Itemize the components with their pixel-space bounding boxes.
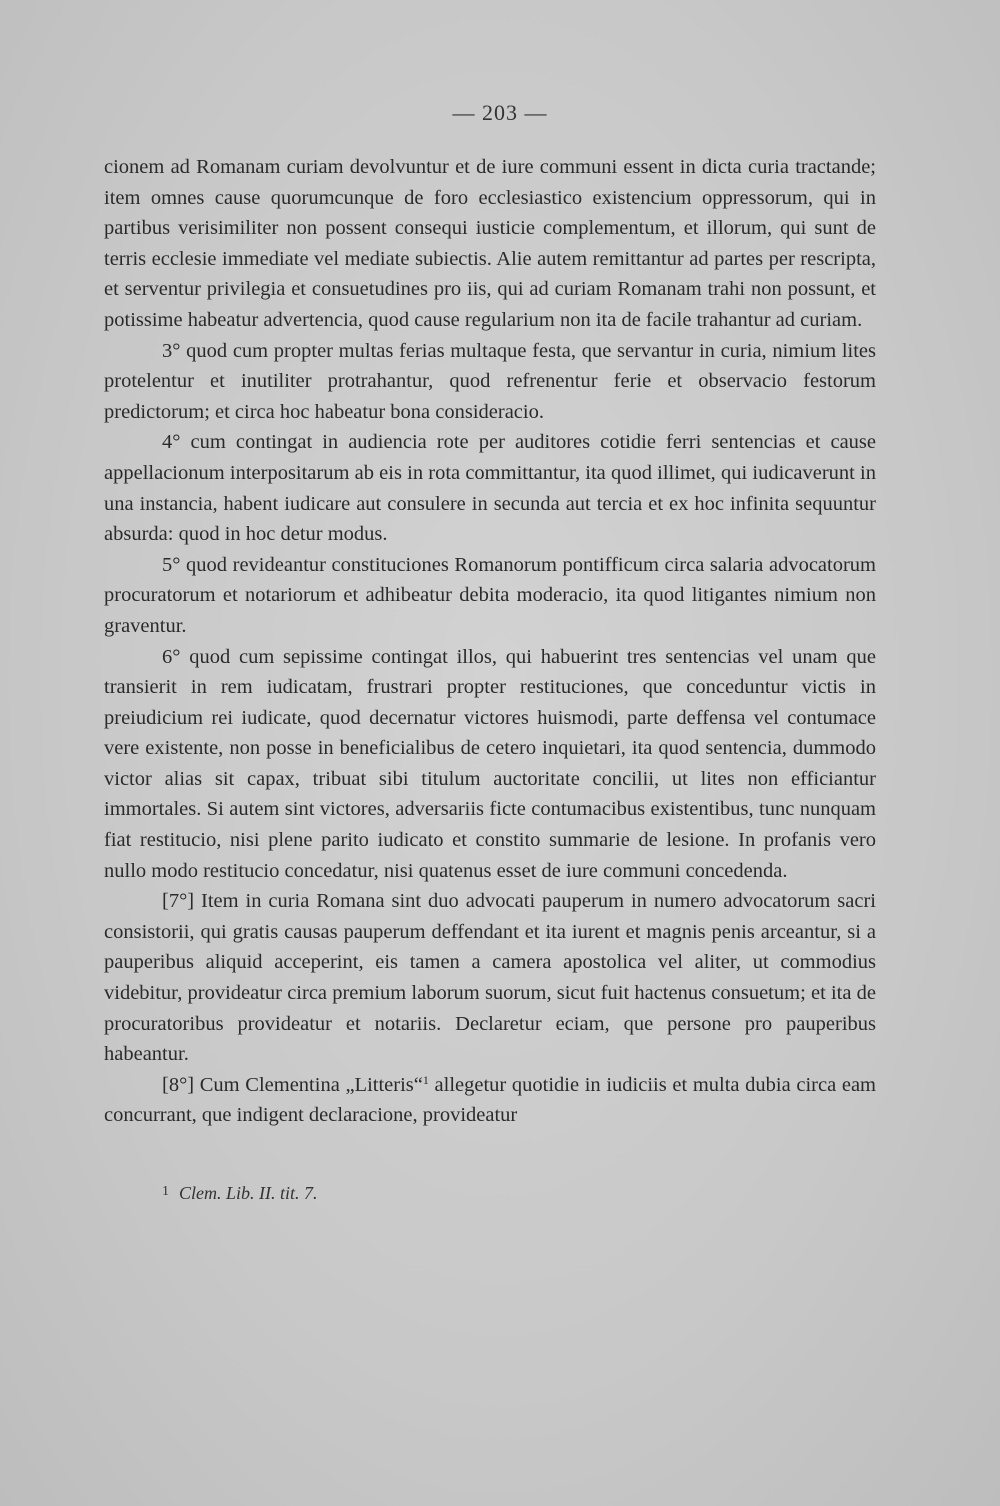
body-text — [104, 152, 876, 1206]
paragraph-continuation: cionem ad Romanam curiam devolvuntur et de iure communi essent in dicta curia tractande; item omnes cause quorumcunque de foro ecclesiastico existencium oppressorum, qui in partibus verisimiliter non possent consequi iusticie complementum, et illorum, qui sunt de terris ecclesie immediate vel mediate subiectis. Alie autem remittantur ad partes per rescripta, et serventur privilegia et consuetudines pro iis, qui ad curiam Romanam trahi non possunt, et potissime habeatur advertencia, quod cause regularium non ita de facile trahantur ad curiam. — [104, 156, 876, 331]
footnote-citation: Clem. Lib. II. tit. 7. — [179, 1183, 318, 1203]
paragraph-item-4: 4° cum contingat in audiencia rote per auditores cotidie ferri sentencias et cause appellacionum interpositarum ab eis in rota committantur, ita quod illimet, qui iudicaverunt in una instancia, habent iudicare aut consulere in secunda aut tercia et ex hoc infinita sequuntur absurda: quod in hoc detur modus. — [104, 431, 876, 546]
footnote — [104, 1179, 876, 1206]
page-number: — 203 — — [452, 100, 548, 125]
paragraph-item-6: 6° quod cum sepissime contingat illos, qui habuerint tres sentencias vel unam que transierit in rem iudicatam, frustrari propter restituciones, que conceduntur victis in preiudicium rei iudicate, quod decernatur victores huismodi, parte deffensa vel contumace vere existente, non posse in beneficialibus de cetero inquietari, ita quod sentencia, dummodo victor alias sit capax, tribuat sibi titulum auctoritate concilii, ut lites non efficiantur immortales. Si autem sint victores, adversariis ficte contumacibus existentibus, tunc nunquam fiat restitucio, nisi plene parito iudicato et constito summarie de lesione. In profanis vero nullo modo restitucio concedatur, nisi quatenus esset de iure communi concedenda. — [104, 645, 876, 882]
footnote-mark: 1 — [162, 1184, 169, 1199]
paragraph-item-3: 3° quod cum propter multas ferias multaque festa, que servantur in curia, nimium lites protelentur et inutiliter protrahantur, quod refrenentur ferie et observacio festorum predictorum; et circa hoc habeatur bona consideracio. — [104, 339, 876, 423]
footnote-reference: 1 — [422, 1072, 429, 1087]
paragraph-item-8-text-start: [8°] Cum Clementina „Litteris“ — [162, 1073, 423, 1096]
paragraph-item-7: [7°] Item in curia Romana sint duo advocati pauperum in numero advocatorum sacri consistorii, qui gratis causas pauperum deffendant et ita iurent et magnis penis arceantur, si a pauperibus aliquid acceperint, eis tamen a camera apostolica vel aliter, ut commodius videbitur, provideatur circa premium laborum suorum, sicut fuit hactenus consuetum; et ita de procuratoribus provideatur et notariis. Declaretur eciam, que persone pro pauperibus habeantur. — [104, 890, 876, 1066]
paragraph-item-8-text-end: allegetur quotidie in iudiciis et multa dubia circa eam concurrant, que indigent declaracione, provideatur — [104, 1073, 876, 1127]
paragraph-item-5: 5° quod revideantur constituciones Romanorum pontifficum circa salaria advocatorum procuratorum et notariorum et adhibeatur debita moderacio, ita quod litigantes nimium non graventur. — [104, 553, 876, 637]
paragraph-item-8 — [104, 1070, 876, 1131]
